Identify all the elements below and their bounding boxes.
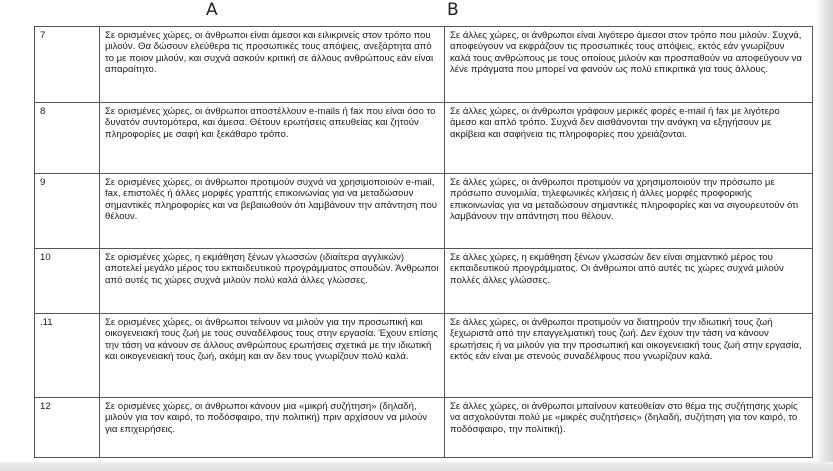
page-bottom-shadow	[0, 462, 833, 471]
column-header-b: B	[447, 0, 459, 20]
cell-a: Σε ορισμένες χώρες, οι άνθρωποι κάνουν μια «μικρή συζήτηση» (δηλαδή, μιλούν για τον καιρό, το ποδόσφαιρο, την πολιτική) πριν αρχίσουν να μιλούν για επιχειρήσεις.	[100, 398, 445, 458]
cell-a: Σε ορισμένες χώρες, οι άνθρωποι προτιμούν συχνά να χρησιμοποιούν e-mail, fax, επιστολές ή άλλες μορφές γραπτής επικοινωνίας για να μεταδώσουν σημαντικές πληροφορίες και να βεβαιωθούν ότι λαμβάνουν την απάντηση που θέλουν.	[100, 174, 445, 249]
cell-b: Σε άλλες χώρες, οι άνθρωποι είναι λιγότερο άμεσοι στον τρόπο που μιλούν. Συχνά, αποφεύγουν να εκφράζουν τις προσωπικές τους απόψεις, εκτός εάν γνωρίζουν καλά τους ανθρώπους με τους οποίους μιλούν και προσπαθούν να αποφεύγουν να λένε πράγματα που μπορεί να φανούν ως πολύ επικριτικά για τους άλλους.	[445, 27, 813, 103]
row-number: 12	[35, 398, 100, 458]
cell-b: Σε άλλες χώρες, οι άνθρωποι προτιμούν να χρησιμοποιούν την πρόσωπο με πρόσωπο συνομιλία, τηλεφωνικές κλήσεις ή άλλες μορφές προφορικής επικοινωνίας για να μεταδώσουν σημαντικές πληροφορίες και να σιγουρευτούν ότι λαμβάνουν την απάντηση που θέλουν.	[445, 174, 813, 249]
table-row	[35, 314, 813, 398]
cell-a: Σε ορισμένες χώρες, οι άνθρωποι αποστέλλουν e-mails ή fax που είναι όσο το δυνατόν συντομότερα, και άμεσα. Θέτουν ερωτήσεις απευθείας και ζητούν πληροφορίες με σαφή και ξεκάθαρο τρόπο.	[100, 103, 445, 174]
row-number: .11	[35, 314, 100, 398]
table-row	[35, 103, 813, 174]
table-row	[35, 27, 813, 103]
cell-b: Σε άλλες χώρες, η εκμάθηση ξένων γλωσσών δεν είναι σημαντικό μέρος του εκπαιδευτικού προγράμματος. Οι άνθρωποι από αυτές τις χώρες συχνά μιλούν πολλές άλλες γλώσσες.	[445, 249, 813, 314]
comparison-table	[34, 26, 813, 458]
row-number: 7	[35, 27, 100, 103]
column-header-a: A	[206, 0, 218, 20]
cell-a: Σε ορισμένες χώρες, η εκμάθηση ξένων γλωσσών (ιδιαίτερα αγγλικών) αποτελεί μεγάλο μέρος του εκπαιδευτικού προγράμματος σπουδών. Άνθρωποι από αυτές τις χώρες συχνά μιλούν πολύ καλά άλλες γλώσσες.	[100, 249, 445, 314]
row-number: 8	[35, 103, 100, 174]
cell-b: Σε άλλες χώρες, οι άνθρωποι μπαίνουν κατευθείαν στο θέμα της συζήτησης χωρίς να ασχολούνται πολύ με «μικρές συζητήσεις» (δηλαδή, συζήτηση για τον καιρό, το ποδόσφαιρο, την πολιτική).	[445, 398, 813, 458]
row-number: 10	[35, 249, 100, 314]
cell-a: Σε ορισμένες χώρες, οι άνθρωποι είναι άμεσοι και ειλικρινείς στον τρόπο που μιλούν. Θα δώσουν ελεύθερα τις προσωπικές τους απόψεις, ανεξάρτητα από το με ποιον μιλούν, και συχνά ασκούν κριτική σε άλλους ανθρώπους εάν είναι απαραίτητο.	[100, 27, 445, 103]
cell-b: Σε άλλες χώρες, οι άνθρωποι γράφουν μερικές φορές e-mail ή fax με λιγότερο άμεσο και απλό τρόπο. Συχνά δεν αισθάνονται την ανάγκη να εξηγήσουν με ακρίβεια και σαφήνεια τις πληροφορίες που χρειάζονται.	[445, 103, 813, 174]
cell-b: Σε άλλες χώρες, οι άνθρωποι προτιμούν να διατηρούν την ιδιωτική τους ζωή ξεχωριστά από την επαγγελματική τους ζωή. Δεν έχουν την τάση να κάνουν ερωτήσεις ή να μιλούν για την προσωπική και οικογενειακή τους ζωή στην εργασία, εκτός εάν είναι με στενούς συναδέλφους που γνωρίζουν καλά.	[445, 314, 813, 398]
page-edge-shadow	[815, 0, 833, 471]
cell-a: Σε ορισμένες χώρες, οι άνθρωποι τείνουν να μιλούν για την προσωπική και οικογενειακή τους ζωή με τους συναδέλφους τους στην εργασία. Έχουν επίσης την τάση να κάνουν σε άλλους ανθρώπους ερωτήσεις σχετικά με την ιδιωτική και οικογενειακή τους ζωή, ακόμη και αν δεν τους γνωρίζουν πολύ καλά.	[100, 314, 445, 398]
table-row	[35, 398, 813, 458]
table-row	[35, 249, 813, 314]
row-number: 9	[35, 174, 100, 249]
table-row	[35, 174, 813, 249]
